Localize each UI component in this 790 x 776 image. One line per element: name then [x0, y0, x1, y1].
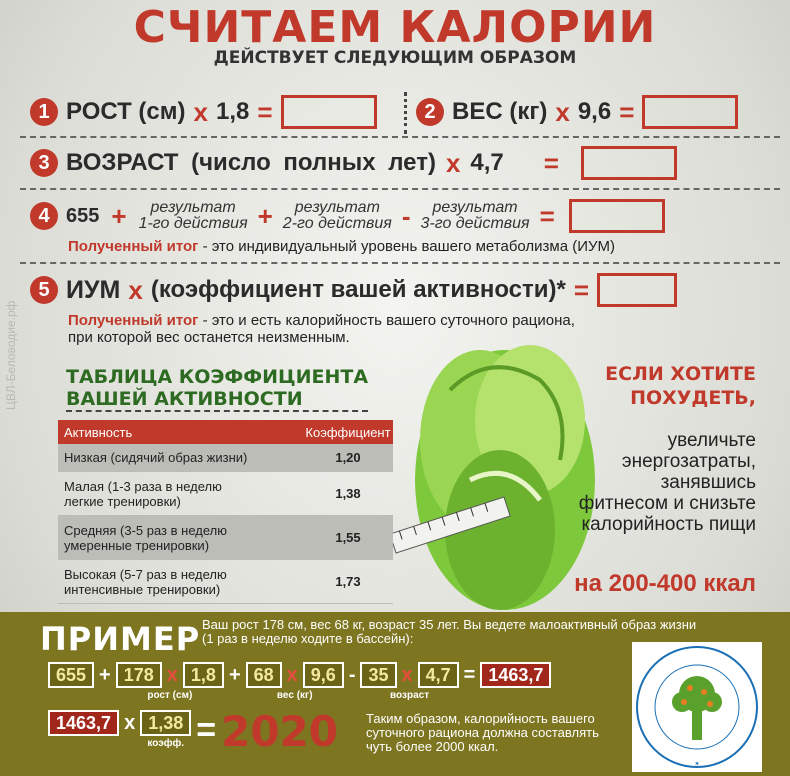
table-header: Активность Коэффициент	[58, 420, 393, 444]
plus-sign: +	[111, 200, 127, 231]
step-number: 2	[416, 98, 444, 126]
answer-box	[597, 273, 677, 307]
table-row: Малая (1-3 раза в неделю легкие тренировки) 1,38	[58, 472, 393, 516]
step-3	[30, 143, 677, 183]
step-1	[30, 92, 377, 132]
tree-icon	[632, 642, 762, 772]
times-sign: x	[445, 147, 461, 178]
result-1: результат 1-го действия	[138, 199, 248, 232]
result-value: 2020	[221, 707, 338, 756]
times-sign: x	[555, 96, 570, 127]
svg-text:✶: ✶	[694, 760, 700, 768]
table-row: Высокая (5-7 раз в неделю интенсивные тренировки) 1,73	[58, 560, 393, 604]
equals-sign: =	[573, 274, 590, 305]
example-conclusion: Таким образом, калорийность вашего суточного рациона должна составлять чуть более 2000 ккал.	[366, 711, 599, 754]
result-3: результат 3-го действия	[420, 199, 530, 232]
result-2: результат 2-го действия	[282, 199, 392, 232]
note-bmr: Полученный итог - это индивидуальный уровень вашего метаболизма (ИУМ)	[68, 238, 616, 255]
times-sign: x	[193, 96, 208, 127]
answer-box	[642, 95, 738, 129]
example-formula-1: 655 + 178 x 1,8 рост (см) + 68 x 9,6 вес (кг) - 35 x 4,7 возраст = 1463,7	[48, 662, 551, 701]
times-sign: x	[128, 274, 143, 305]
page-title: СЧИТАЕМ КАЛОРИИ	[133, 2, 657, 53]
step-label: ВЕС (кг)	[452, 98, 548, 125]
step-2	[416, 92, 738, 132]
step-factor: 1,8	[215, 98, 250, 125]
lose-weight-advice: увеличьте энергозатраты, занявшись фитнесом и снизьте калорийность пищи	[578, 430, 756, 535]
height-term: 178 x 1,8 рост (см)	[116, 662, 224, 701]
bmr-chip: 1463,7	[480, 662, 551, 688]
table-row: Низкая (сидячий образ жизни) 1,20	[58, 444, 393, 472]
answer-box	[569, 199, 665, 233]
step-4	[30, 194, 665, 238]
lose-weight-amount: на 200-400 ккал	[574, 570, 756, 597]
base-chip: 655	[48, 662, 94, 688]
example-description: Ваш рост 178 см, вес 68 кг, возраст 35 лет. Вы ведете малоактивный образ жизни (1 раз в неделю ходите в бассейн):	[202, 617, 697, 646]
page-subtitle: ДЕЙСТВУЕТ СЛЕДУЮЩИМ ОБРАЗОМ	[213, 48, 577, 68]
base-constant: 655	[66, 204, 100, 227]
step-factor: 4,7	[470, 149, 504, 176]
step-number: 5	[30, 276, 58, 304]
example-formula-2: 1463,7 x 1,38 коэфф. = 2020	[48, 710, 338, 754]
vertical-divider	[404, 92, 407, 134]
equals-sign: =	[257, 96, 273, 127]
age-term: 35 x 4,7 возраст	[360, 662, 458, 701]
minus-sign: -	[401, 200, 411, 231]
plus-sign: +	[257, 200, 273, 231]
step-label: ВОЗРАСТ (число полных лет)	[66, 149, 436, 176]
weight-term: 68 x 9,6 вес (кг)	[246, 662, 344, 701]
step-text: (коэффициент вашей активности)*	[150, 276, 566, 303]
step-number: 4	[30, 202, 58, 230]
dashed-divider	[20, 188, 780, 190]
step-number: 1	[30, 98, 58, 126]
note-calories: Полученный итог - это и есть калорийность вашего суточного рациона, при которой вес останется неизменным.	[68, 312, 575, 346]
example-title: ПРИМЕР	[40, 620, 201, 658]
activity-table	[58, 420, 393, 604]
step-5	[30, 270, 677, 310]
lose-weight-title: ЕСЛИ ХОТИТЕ ПОХУДЕТЬ,	[605, 363, 756, 409]
hospital-logo	[632, 642, 762, 772]
bmr-chip: 1463,7	[48, 710, 119, 736]
watermark: ЦВЛ-Беловодие.рф	[4, 300, 18, 410]
answer-box	[581, 146, 677, 180]
equals-sign: =	[539, 200, 555, 231]
step-label: ИУМ	[66, 275, 121, 304]
step-factor: 9,6	[577, 98, 612, 125]
dashed-divider	[20, 136, 780, 138]
step-number: 3	[30, 149, 58, 177]
step-label: РОСТ (см)	[66, 98, 186, 125]
table-title: ТАБЛИЦА КОЭФФИЦИЕНТА ВАШЕЙ АКТИВНОСТИ	[66, 366, 369, 410]
dashed-divider	[20, 262, 780, 264]
answer-box	[281, 95, 377, 129]
equals-sign: =	[619, 96, 635, 127]
equals-sign: =	[543, 147, 559, 178]
table-row: Средняя (3-5 раз в неделю умеренные тренировки) 1,55	[58, 516, 393, 560]
coef-term: 1,38 коэфф.	[140, 710, 191, 749]
